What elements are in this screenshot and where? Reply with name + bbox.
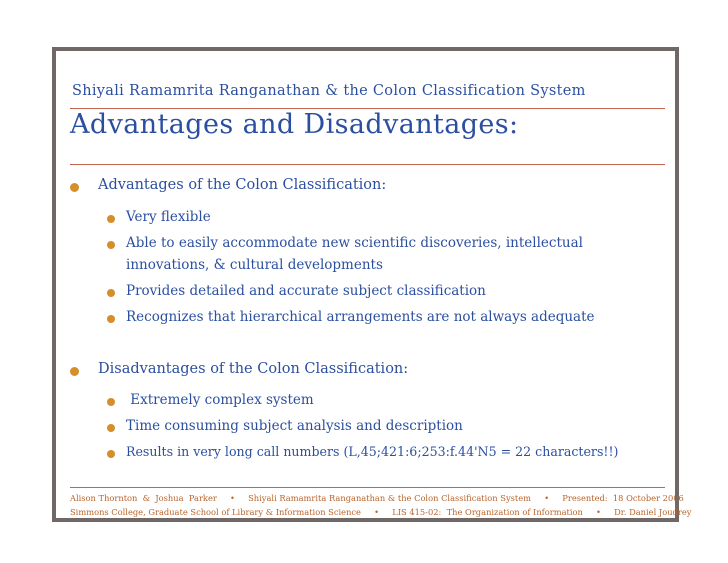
bullet-dot bbox=[107, 398, 115, 406]
advantage-item: Recognizes that hierarchical arrangements are not always adequate bbox=[126, 309, 595, 325]
advantage-item-continuation: innovations, & cultural developments bbox=[126, 257, 383, 273]
bullet-dot bbox=[107, 315, 115, 323]
disadvantage-item: Results in very long call numbers (L,45;421:6;253:f.44'N5 = 22 characters!!) bbox=[126, 444, 619, 459]
slide bbox=[52, 47, 692, 522]
advantage-item: Able to easily accommodate new scientific discoveries, intellectual bbox=[126, 235, 583, 251]
slide-topic: Shiyali Ramamrita Ranganathan & the Colon Classification System bbox=[72, 83, 586, 99]
disadvantages-heading: Disadvantages of the Colon Classification: bbox=[98, 361, 409, 377]
bullet-dot bbox=[70, 183, 79, 192]
bullet-dot bbox=[70, 367, 79, 376]
bullet-dot bbox=[107, 289, 115, 297]
slide-title: Advantages and Disadvantages: bbox=[70, 109, 519, 140]
advantages-heading: Advantages of the Colon Classification: bbox=[98, 177, 387, 193]
bullet-dot bbox=[107, 424, 115, 432]
bullet-dot bbox=[107, 215, 115, 223]
advantage-item: Provides detailed and accurate subject classification bbox=[126, 283, 486, 299]
title-divider bbox=[70, 164, 665, 165]
advantage-item: Very flexible bbox=[126, 209, 211, 225]
footer-line-2: Simmons College, Graduate School of Library & Information Science • LIS 415-02: The Organization of Information • Dr. Daniel Joudrey bbox=[70, 507, 692, 517]
disadvantage-item: Time consuming subject analysis and description bbox=[126, 418, 463, 434]
bullet-dot bbox=[107, 241, 115, 249]
footer-divider bbox=[70, 487, 665, 488]
disadvantage-item: Extremely complex system bbox=[126, 392, 314, 408]
bullet-dot bbox=[107, 450, 115, 458]
footer-line-1: Alison Thornton & Joshua Parker • Shiyali Ramamrita Ranganathan & the Colon Classification System • Presented: 18 October 2006 bbox=[70, 493, 684, 503]
